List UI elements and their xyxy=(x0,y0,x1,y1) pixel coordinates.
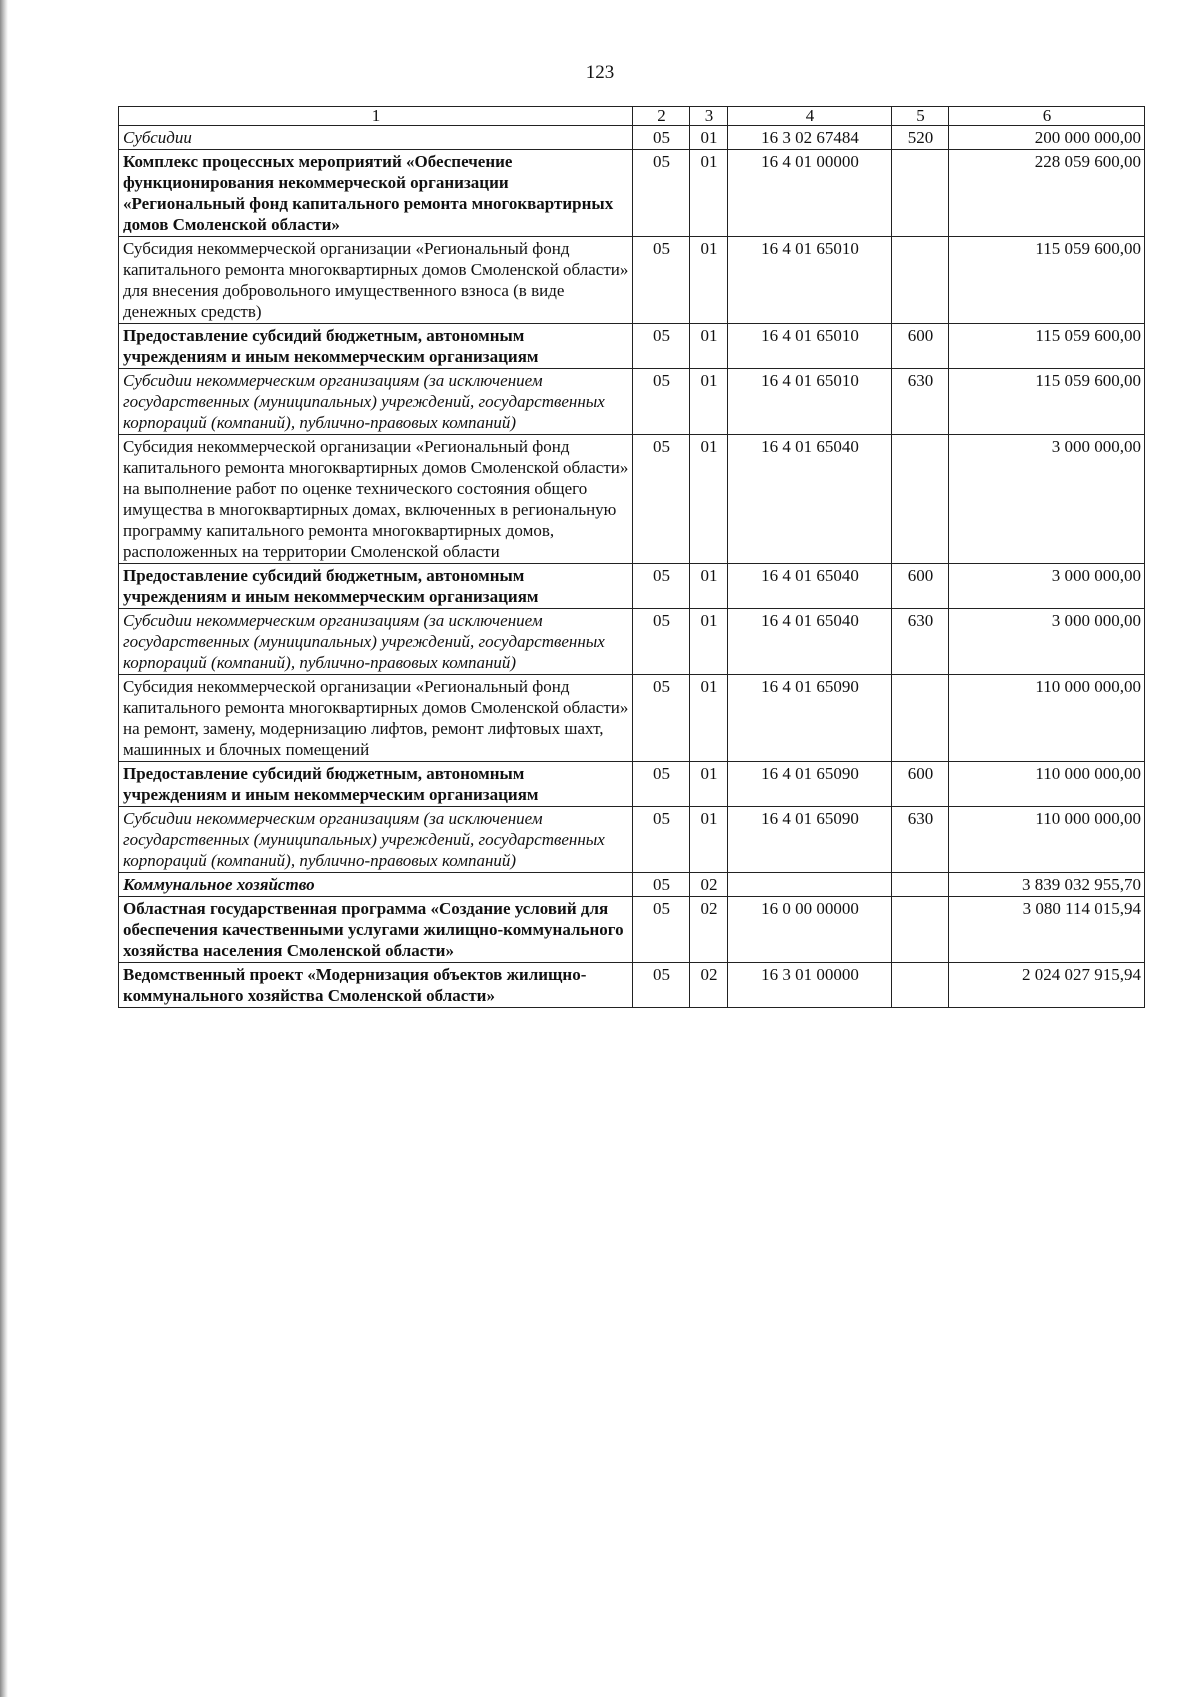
target-article-cell: 16 4 01 65090 xyxy=(728,675,892,762)
target-article-cell: 16 3 02 67484 xyxy=(728,126,892,150)
table-row xyxy=(119,237,1145,324)
amount-cell: 3 080 114 015,94 xyxy=(949,897,1145,963)
subsection-code-cell: 01 xyxy=(690,324,728,369)
subsection-code-cell: 01 xyxy=(690,762,728,807)
subsection-code-cell: 01 xyxy=(690,807,728,873)
amount-cell: 3 000 000,00 xyxy=(949,435,1145,564)
expense-type-cell xyxy=(892,150,949,237)
subsection-code-cell: 02 xyxy=(690,897,728,963)
expense-type-cell: 520 xyxy=(892,126,949,150)
table-row xyxy=(119,873,1145,897)
table-row xyxy=(119,150,1145,237)
item-name-cell: Субсидия некоммерческой организации «Региональный фонд капитального ремонта многоквартирных домов Смоленской области» для внесения добровольного имущественного взноса (в виде денежных средств) xyxy=(119,237,633,324)
table-row xyxy=(119,609,1145,675)
table-row xyxy=(119,675,1145,762)
section-code-cell: 05 xyxy=(633,609,690,675)
item-name-cell: Ведомственный проект «Модернизация объектов жилищно-коммунального хозяйства Смоленской области» xyxy=(119,963,633,1008)
target-article-cell: 16 4 01 65010 xyxy=(728,237,892,324)
table-row xyxy=(119,807,1145,873)
section-code-cell: 05 xyxy=(633,963,690,1008)
amount-cell: 200 000 000,00 xyxy=(949,126,1145,150)
expense-type-cell xyxy=(892,435,949,564)
target-article-cell: 16 4 01 65010 xyxy=(728,324,892,369)
item-name-cell: Комплекс процессных мероприятий «Обеспечение функционирования некоммерческой организации «Региональный фонд капитального ремонта многоквартирных домов Смоленской области» xyxy=(119,150,633,237)
subsection-code-cell: 01 xyxy=(690,126,728,150)
amount-cell: 2 024 027 915,94 xyxy=(949,963,1145,1008)
expense-type-cell xyxy=(892,963,949,1008)
amount-cell: 110 000 000,00 xyxy=(949,807,1145,873)
expense-type-cell xyxy=(892,675,949,762)
header-row xyxy=(119,107,1145,126)
section-code-cell: 05 xyxy=(633,126,690,150)
target-article-cell: 16 4 01 65010 xyxy=(728,369,892,435)
item-name-cell: Субсидии некоммерческим организациям (за исключением государственных (муниципальных) учреждений, государственных корпораций (компаний), публично-правовых компаний) xyxy=(119,609,633,675)
budget-table xyxy=(118,106,1145,1008)
amount-cell: 3 000 000,00 xyxy=(949,564,1145,609)
section-code-cell: 05 xyxy=(633,675,690,762)
header-cell: 3 xyxy=(690,107,728,126)
subsection-code-cell: 01 xyxy=(690,237,728,324)
table-row xyxy=(119,324,1145,369)
subsection-code-cell: 01 xyxy=(690,609,728,675)
item-name-cell: Предоставление субсидий бюджетным, автономным учреждениям и иным некоммерческим организациям xyxy=(119,564,633,609)
item-name-cell: Субсидии xyxy=(119,126,633,150)
section-code-cell: 05 xyxy=(633,873,690,897)
table-row xyxy=(119,762,1145,807)
target-article-cell: 16 4 01 65040 xyxy=(728,435,892,564)
section-code-cell: 05 xyxy=(633,564,690,609)
item-name-cell: Коммунальное хозяйство xyxy=(119,873,633,897)
section-code-cell: 05 xyxy=(633,324,690,369)
table-row xyxy=(119,564,1145,609)
page-number: 123 xyxy=(585,62,615,83)
expense-type-cell xyxy=(892,873,949,897)
item-name-cell: Субсидии некоммерческим организациям (за исключением государственных (муниципальных) учреждений, государственных корпораций (компаний), публично-правовых компаний) xyxy=(119,807,633,873)
amount-cell: 115 059 600,00 xyxy=(949,369,1145,435)
amount-cell: 115 059 600,00 xyxy=(949,324,1145,369)
item-name-cell: Предоставление субсидий бюджетным, автономным учреждениям и иным некоммерческим организациям xyxy=(119,324,633,369)
subsection-code-cell: 01 xyxy=(690,150,728,237)
section-code-cell: 05 xyxy=(633,369,690,435)
header-cell: 1 xyxy=(119,107,633,126)
scan-edge xyxy=(0,0,8,1697)
header-cell: 5 xyxy=(892,107,949,126)
target-article-cell: 16 4 01 00000 xyxy=(728,150,892,237)
table-row xyxy=(119,435,1145,564)
target-article-cell: 16 0 00 00000 xyxy=(728,897,892,963)
item-name-cell: Субсидия некоммерческой организации «Региональный фонд капитального ремонта многоквартирных домов Смоленской области» на ремонт, замену, модернизацию лифтов, ремонт лифтовых шахт, машинных и блочных помещений xyxy=(119,675,633,762)
subsection-code-cell: 02 xyxy=(690,963,728,1008)
header-cell: 4 xyxy=(728,107,892,126)
header-cell: 2 xyxy=(633,107,690,126)
header-cell: 6 xyxy=(949,107,1145,126)
amount-cell: 3 839 032 955,70 xyxy=(949,873,1145,897)
section-code-cell: 05 xyxy=(633,150,690,237)
target-article-cell: 16 4 01 65040 xyxy=(728,564,892,609)
target-article-cell: 16 4 01 65040 xyxy=(728,609,892,675)
item-name-cell: Субсидия некоммерческой организации «Региональный фонд капитального ремонта многоквартирных домов Смоленской области» на выполнение работ по оценке технического состояния общего имущества в многоквартирных домах, включенных в региональную программу капитального ремонта многоквартирных домов, расположенных на территории Смоленской области xyxy=(119,435,633,564)
subsection-code-cell: 02 xyxy=(690,873,728,897)
target-article-cell: 16 4 01 65090 xyxy=(728,807,892,873)
table-row xyxy=(119,369,1145,435)
amount-cell: 3 000 000,00 xyxy=(949,609,1145,675)
item-name-cell: Предоставление субсидий бюджетным, автономным учреждениям и иным некоммерческим организациям xyxy=(119,762,633,807)
section-code-cell: 05 xyxy=(633,435,690,564)
amount-cell: 110 000 000,00 xyxy=(949,762,1145,807)
expense-type-cell: 600 xyxy=(892,564,949,609)
amount-cell: 228 059 600,00 xyxy=(949,150,1145,237)
target-article-cell: 16 3 01 00000 xyxy=(728,963,892,1008)
table-row xyxy=(119,897,1145,963)
expense-type-cell: 630 xyxy=(892,807,949,873)
expense-type-cell: 600 xyxy=(892,762,949,807)
section-code-cell: 05 xyxy=(633,807,690,873)
subsection-code-cell: 01 xyxy=(690,369,728,435)
expense-type-cell: 630 xyxy=(892,609,949,675)
section-code-cell: 05 xyxy=(633,237,690,324)
target-article-cell: 16 4 01 65090 xyxy=(728,762,892,807)
item-name-cell: Субсидии некоммерческим организациям (за исключением государственных (муниципальных) учреждений, государственных корпораций (компаний), публично-правовых компаний) xyxy=(119,369,633,435)
amount-cell: 115 059 600,00 xyxy=(949,237,1145,324)
subsection-code-cell: 01 xyxy=(690,675,728,762)
section-code-cell: 05 xyxy=(633,762,690,807)
expense-type-cell xyxy=(892,237,949,324)
subsection-code-cell: 01 xyxy=(690,564,728,609)
target-article-cell xyxy=(728,873,892,897)
amount-cell: 110 000 000,00 xyxy=(949,675,1145,762)
subsection-code-cell: 01 xyxy=(690,435,728,564)
expense-type-cell xyxy=(892,897,949,963)
table-row xyxy=(119,963,1145,1008)
table-row xyxy=(119,126,1145,150)
expense-type-cell: 630 xyxy=(892,369,949,435)
expense-type-cell: 600 xyxy=(892,324,949,369)
item-name-cell: Областная государственная программа «Создание условий для обеспечения качественными услугами жилищно-коммунального хозяйства населения Смоленской области» xyxy=(119,897,633,963)
section-code-cell: 05 xyxy=(633,897,690,963)
